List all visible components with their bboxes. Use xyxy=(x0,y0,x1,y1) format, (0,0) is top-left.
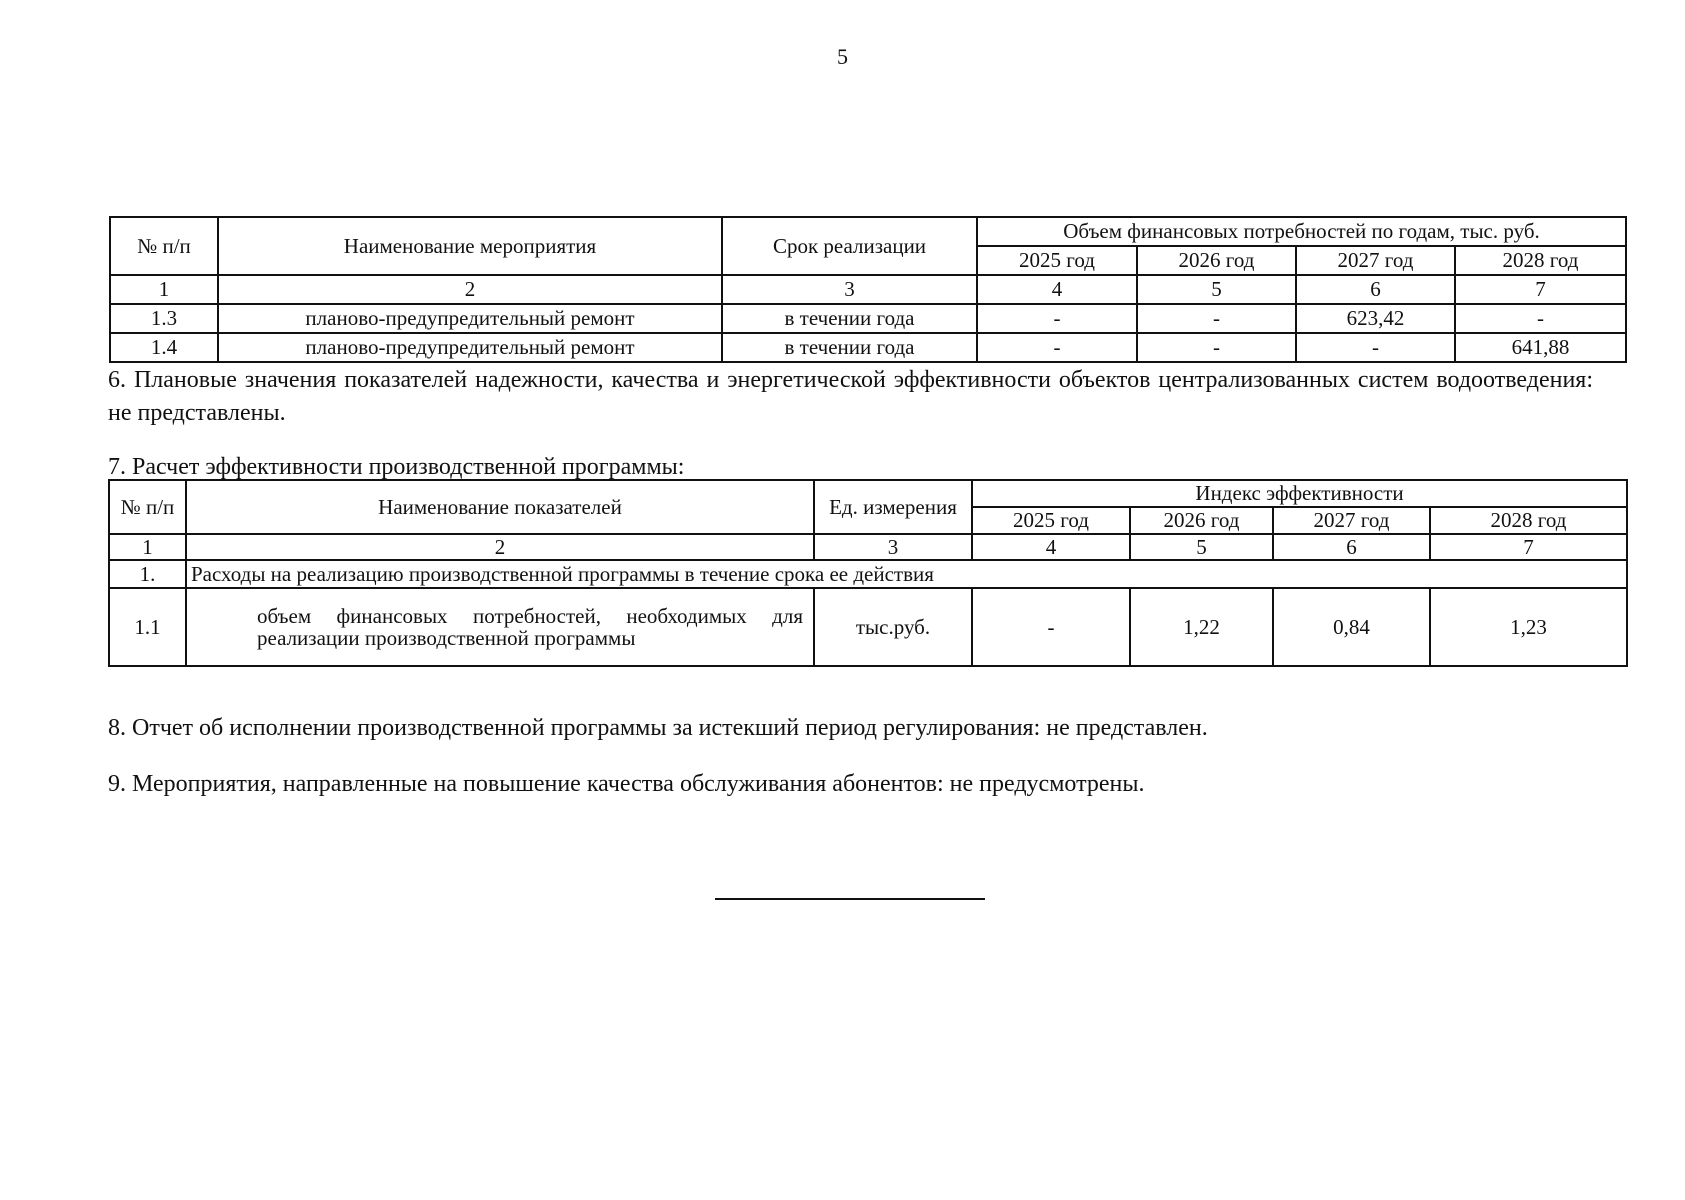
column-number: 2 xyxy=(218,275,722,304)
column-number: 6 xyxy=(1273,534,1430,560)
row-value-2028: 641,88 xyxy=(1455,333,1626,362)
row-value-2027: 623,42 xyxy=(1296,304,1455,333)
row-value-2026: 1,22 xyxy=(1130,588,1273,666)
row-value-2027: - xyxy=(1296,333,1455,362)
efficiency-table xyxy=(108,479,1628,667)
header-indicator-name: Наименование показателей xyxy=(186,480,814,534)
column-number: 4 xyxy=(972,534,1130,560)
row-num: 1.3 xyxy=(110,304,218,333)
column-number: 7 xyxy=(1430,534,1627,560)
row-unit: тыс.руб. xyxy=(814,588,972,666)
header-term: Срок реализации xyxy=(722,217,977,275)
row-event-name: планово-предупредительный ремонт xyxy=(218,304,722,333)
table-row xyxy=(109,588,1627,666)
section-title: Расходы на реализацию производственной программы в течение срока ее действия xyxy=(186,560,1627,588)
row-event-name: планово-предупредительный ремонт xyxy=(218,333,722,362)
section-row xyxy=(109,560,1627,588)
row-value-2025: - xyxy=(977,333,1137,362)
section-8-paragraph: 8. Отчет об исполнении производственной программы за истекший период регулирования: не представлен. xyxy=(108,715,1208,741)
header-efficiency-index: Индекс эффективности xyxy=(972,480,1627,507)
header-year: 2027 год xyxy=(1273,507,1430,534)
row-value-2026: - xyxy=(1137,304,1296,333)
column-number: 4 xyxy=(977,275,1137,304)
row-value-2027: 0,84 xyxy=(1273,588,1430,666)
row-value-2028: - xyxy=(1455,304,1626,333)
row-term: в течении года xyxy=(722,304,977,333)
header-year: 2025 год xyxy=(972,507,1130,534)
page-number: 5 xyxy=(837,44,848,69)
row-value-2026: - xyxy=(1137,333,1296,362)
column-number: 6 xyxy=(1296,275,1455,304)
row-term: в течении года xyxy=(722,333,977,362)
table-row xyxy=(110,333,1626,362)
closing-divider xyxy=(715,898,985,900)
row-value-2028: 1,23 xyxy=(1430,588,1627,666)
header-year: 2026 год xyxy=(1137,246,1296,275)
header-year: 2028 год xyxy=(1455,246,1626,275)
header-unit: Ед. измерения xyxy=(814,480,972,534)
column-numbers-row xyxy=(110,275,1626,304)
row-num: 1.4 xyxy=(110,333,218,362)
column-number: 3 xyxy=(722,275,977,304)
column-numbers-row xyxy=(109,534,1627,560)
column-number: 5 xyxy=(1130,534,1273,560)
financial-needs-table xyxy=(109,216,1627,363)
column-number: 1 xyxy=(109,534,186,560)
column-number: 5 xyxy=(1137,275,1296,304)
column-number: 3 xyxy=(814,534,972,560)
column-number: 2 xyxy=(186,534,814,560)
section-9-paragraph: 9. Мероприятия, направленные на повышение качества обслуживания абонентов: не предусмотрены. xyxy=(108,771,1145,797)
row-value-2025: - xyxy=(977,304,1137,333)
header-financial-volume: Объем финансовых потребностей по годам, тыс. руб. xyxy=(977,217,1626,246)
section-7-title: 7. Расчет эффективности производственной программы: xyxy=(108,454,685,480)
header-num: № п/п xyxy=(110,217,218,275)
section-num: 1. xyxy=(109,560,186,588)
header-num: № п/п xyxy=(109,480,186,534)
header-year: 2027 год xyxy=(1296,246,1455,275)
row-value-2025: - xyxy=(972,588,1130,666)
section-6-paragraph: 6. Плановые значения показателей надежности, качества и энергетической эффективности объектов централизованных систем водоотведения: не представлены. xyxy=(108,367,1593,426)
table-row xyxy=(110,304,1626,333)
header-year: 2028 год xyxy=(1430,507,1627,534)
row-indicator-name: объем финансовых потребностей, необходимых для реализации производственной программы xyxy=(186,588,814,666)
row-num: 1.1 xyxy=(109,588,186,666)
column-number: 7 xyxy=(1455,275,1626,304)
column-number: 1 xyxy=(110,275,218,304)
header-year: 2025 год xyxy=(977,246,1137,275)
header-year: 2026 год xyxy=(1130,507,1273,534)
header-event-name: Наименование мероприятия xyxy=(218,217,722,275)
